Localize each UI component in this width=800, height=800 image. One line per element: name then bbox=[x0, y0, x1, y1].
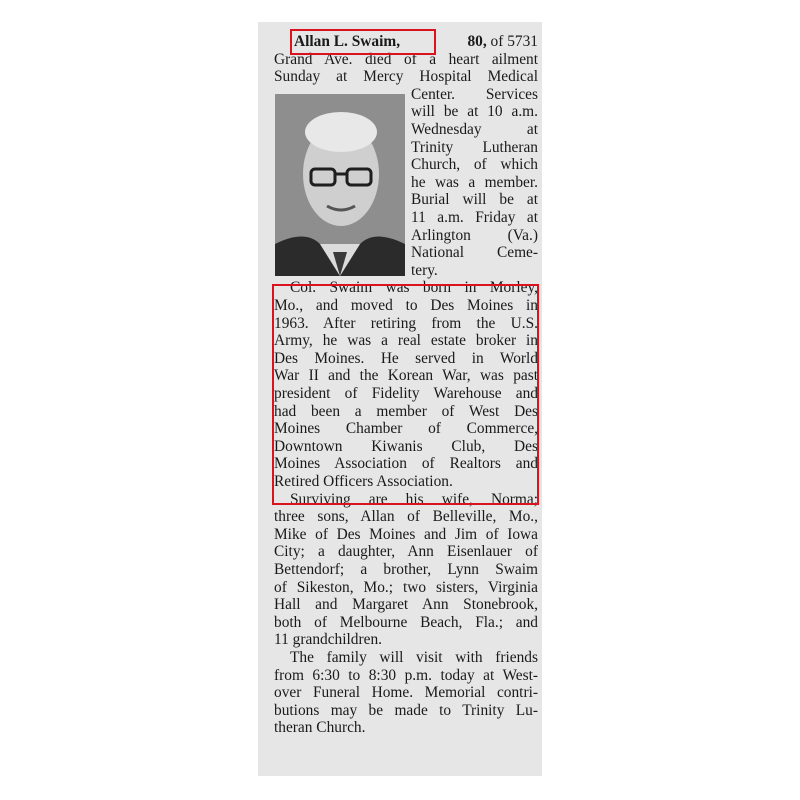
obituary-line: president of Fidelity Warehouse and bbox=[274, 385, 538, 402]
obituary-line: Center. Services bbox=[411, 85, 538, 103]
obituary-line: Moines Association of Realtors and bbox=[274, 455, 538, 473]
obituary-line: Burial will be at bbox=[411, 191, 538, 209]
obituary-line: Moines Chamber of Commerce, bbox=[274, 420, 538, 438]
obituary-line: Mike of Des Moines and Jim of Iowa bbox=[274, 525, 538, 543]
obituary-line: Col. Swaim was born in Morley, bbox=[290, 279, 538, 297]
obituary-line: Trinity Lutheran bbox=[411, 138, 538, 156]
obituary-line: Army, he was a real estate broker in bbox=[274, 332, 538, 350]
obituary-line: City; a daughter, Ann Eisenlauer of bbox=[274, 543, 538, 561]
obituary-line: Downtown Kiwanis Club, Des bbox=[274, 437, 538, 455]
obituary-line: Mo., and moved to Des Moines in bbox=[274, 297, 538, 314]
obituary-line: 11 grandchildren. bbox=[274, 631, 382, 649]
obituary-line: National Ceme- bbox=[411, 244, 538, 262]
obituary-line: The family will visit with friends bbox=[290, 649, 538, 666]
portrait-photo bbox=[275, 94, 405, 276]
obituary-line: had been a member of West Des bbox=[274, 402, 538, 420]
obituary-line: Surviving are his wife, Norma; bbox=[290, 490, 538, 508]
obituary-line: from 6:30 to 8:30 p.m. today at West- bbox=[274, 666, 538, 684]
obituary-line: will be at 10 a.m. bbox=[411, 103, 538, 121]
obituary-line: he was a member. bbox=[411, 173, 538, 191]
obituary-line: Wednesday at bbox=[411, 121, 538, 138]
obituary-line: Church, of which bbox=[411, 156, 538, 174]
obituary-line: over Funeral Home. Memorial contri- bbox=[274, 684, 538, 702]
name-highlight-box bbox=[290, 29, 436, 55]
obituary-line: Arlington (Va.) bbox=[411, 226, 538, 244]
obituary-line: 11 a.m. Friday at bbox=[411, 209, 538, 226]
obituary-line: Grand Ave. died of a heart ailment bbox=[274, 50, 538, 68]
obituary-line: Hall and Margaret Ann Stonebrook, bbox=[274, 596, 538, 614]
obituary-line: three sons, Allan of Belleville, Mo., bbox=[274, 508, 538, 526]
obituary-line: both of Melbourne Beach, Fla.; and bbox=[274, 613, 538, 631]
obituary-line: tery. bbox=[411, 261, 438, 279]
obituary-line: butions may be made to Trinity Lu- bbox=[274, 701, 538, 719]
obituary-line: Des Moines. He served in World bbox=[274, 349, 538, 367]
obituary-line: 80, of 5731 bbox=[467, 33, 538, 50]
obituary-line: War II and the Korean War, was past bbox=[274, 367, 538, 385]
deceased-name: Allan L. Swaim, bbox=[294, 33, 401, 50]
obituary-line: Retired Officers Association. bbox=[274, 473, 453, 490]
biography-highlight-box bbox=[272, 284, 539, 505]
obituary-line: Sunday at Mercy Hospital Medical bbox=[274, 68, 538, 86]
obituary-line: Bettendorf; a brother, Lynn Swaim bbox=[274, 561, 538, 578]
obituary-line: 1963. After retiring from the U.S. bbox=[274, 314, 538, 332]
obituary-line: of Sikeston, Mo.; two sisters, Virginia bbox=[274, 578, 538, 596]
obituary-line: theran Church. bbox=[274, 719, 366, 737]
